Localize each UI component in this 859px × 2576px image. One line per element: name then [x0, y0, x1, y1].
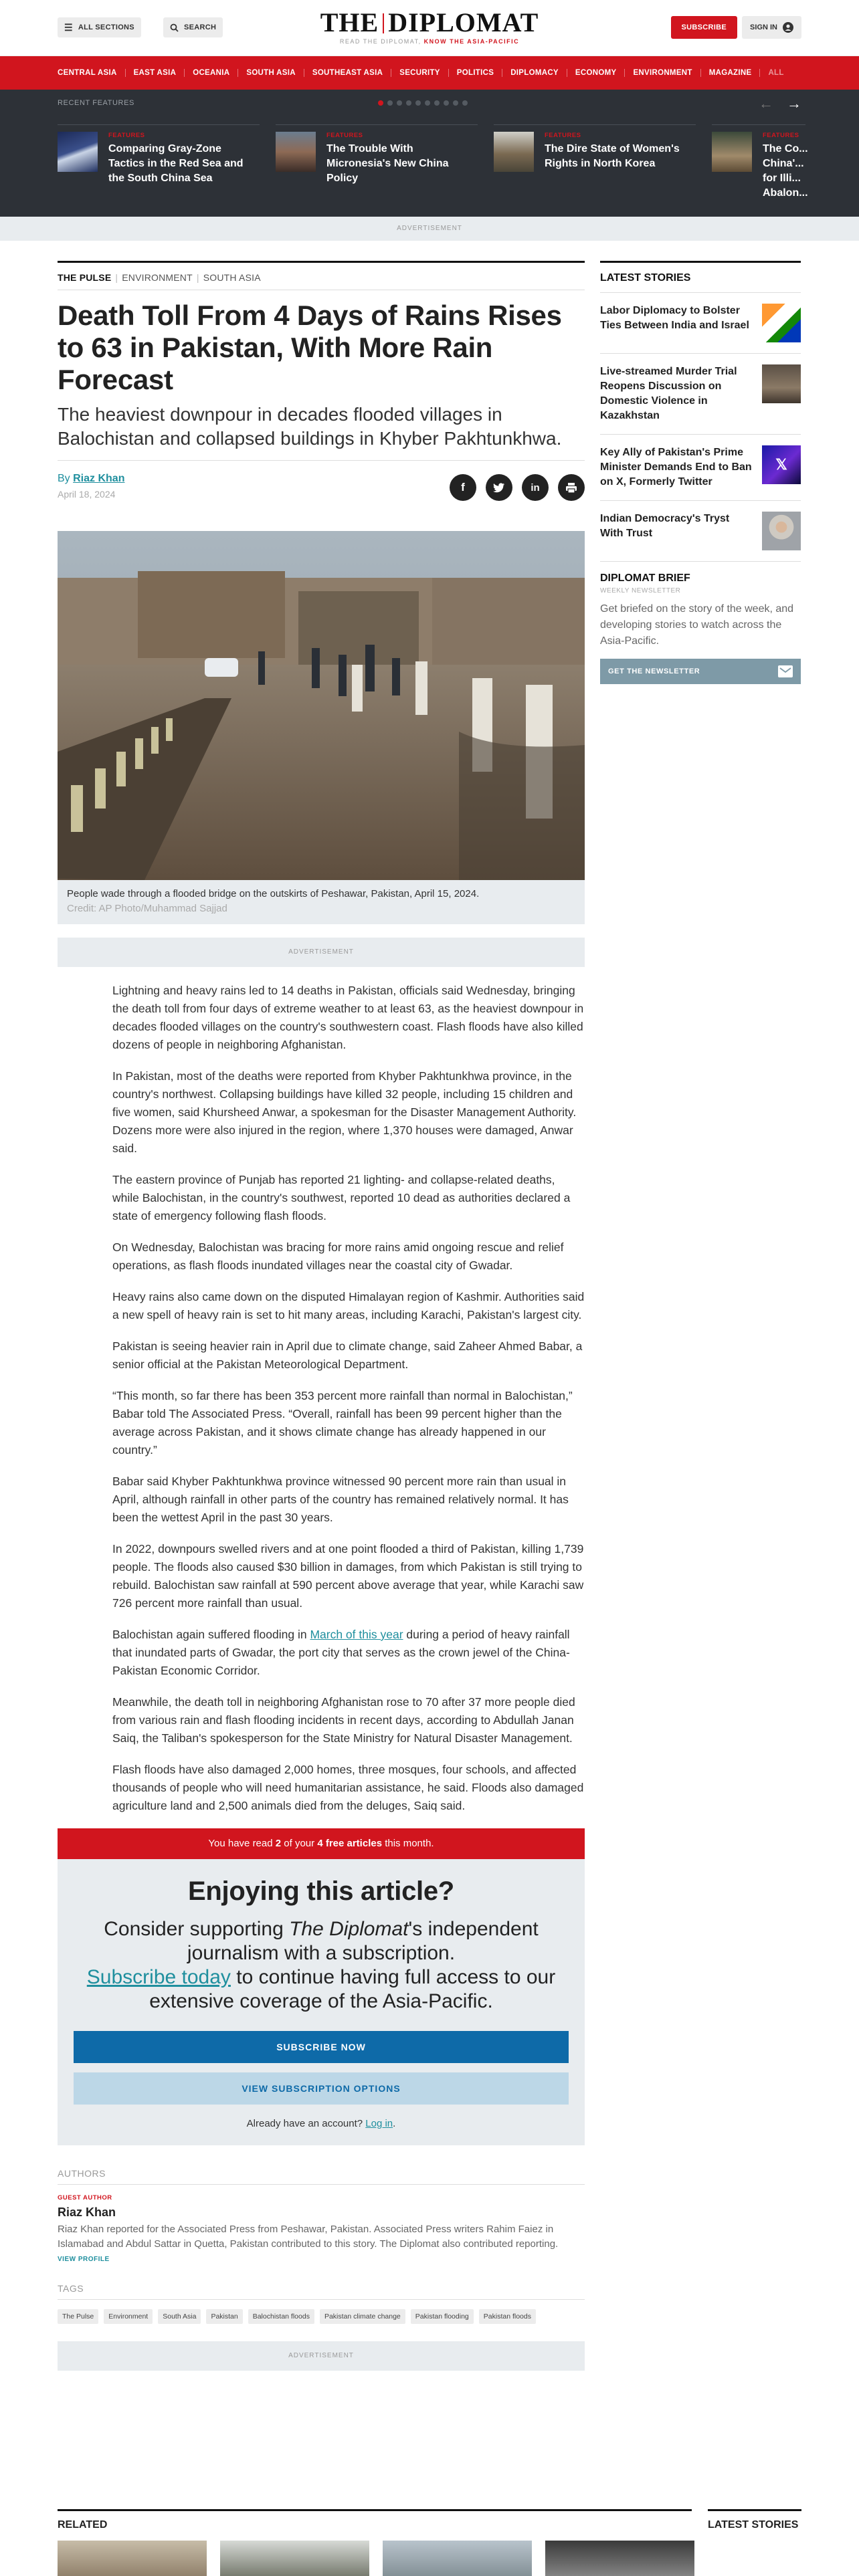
tag[interactable]: Pakistan: [206, 2309, 242, 2324]
nav-item-south-asia[interactable]: SOUTH ASIA: [238, 69, 304, 77]
nav-item-security[interactable]: SECURITY: [391, 69, 449, 77]
author-name[interactable]: Riaz Khan: [58, 2206, 116, 2219]
nav-item-magazine[interactable]: MAGAZINE: [701, 69, 761, 77]
carousel-dot[interactable]: [462, 100, 468, 106]
nav-item-east-asia[interactable]: EAST ASIA: [126, 69, 185, 77]
brief-heading: DIPLOMAT BRIEF: [600, 572, 690, 584]
get-newsletter-button[interactable]: GET THE NEWSLETTER: [600, 659, 801, 684]
carousel-dot[interactable]: [387, 100, 393, 106]
all-sections-button[interactable]: ☰ ALL SECTIONS: [58, 17, 141, 37]
brief-text: Get briefed on the story of the week, and developing stories to watch across the Asia-Pacific.: [600, 603, 794, 647]
publish-date: April 18, 2024: [58, 489, 116, 500]
paywall-heading: Enjoying this article?: [188, 1876, 454, 1906]
subscription-options-button[interactable]: VIEW SUBSCRIPTION OPTIONS: [74, 2072, 569, 2105]
story-thumbnail: [762, 304, 801, 342]
feature-thumbnail: [494, 132, 534, 172]
carousel-dot[interactable]: [378, 100, 383, 106]
feature-title: The Trouble With Micronesia's New China Policy: [326, 143, 449, 184]
site-header: [0, 0, 859, 56]
feature-title: The Dire State of Women's Rights in North Korea: [545, 143, 680, 169]
tag-list: [58, 2309, 585, 2324]
related-thumbnail[interactable]: [58, 2541, 207, 2576]
ad-banner: ADVERTISEMENT: [0, 217, 859, 241]
tag[interactable]: Environment: [104, 2309, 153, 2324]
tag[interactable]: The Pulse: [58, 2309, 98, 2324]
related-thumbnail[interactable]: [383, 2541, 532, 2576]
kicker-category[interactable]: ENVIRONMENT: [122, 272, 193, 283]
latest-story[interactable]: [600, 293, 801, 354]
recent-features-label: RECENT FEATURES: [58, 99, 134, 107]
article-paragraph: Flash floods have also damaged 2,000 homes, three mosques, four schools, and affected thousands of people who will need humanitarian assistance, he said. Floods also damaged agriculture land and 2,500 animals died from the deluges, Saiq said.: [112, 1763, 584, 1812]
mail-icon: [778, 665, 793, 677]
subscribe-button[interactable]: SUBSCRIBE: [671, 16, 738, 39]
article-paragraph: “This month, so far there has been 353 percent more rainfall than normal in Balochistan,” Babar told The Associated Press. “Overall, rainfall has been 99 percent higher than the average across Pakistan, and it shows climate change has already happened in our country.”: [112, 1389, 573, 1457]
carousel-dot[interactable]: [406, 100, 411, 106]
article-paragraph: Babar said Khyber Pakhtunkhwa province witnessed 90 percent more rain than usual in April, although rainfall in other parts of the country has remained relatively normal. It has been the wettest April in the past 30 years.: [112, 1475, 569, 1524]
flood-photo: [58, 531, 585, 880]
arrow-left-icon[interactable]: ←: [759, 95, 773, 112]
feature-card[interactable]: [58, 124, 260, 201]
article-subtitle: The heaviest downpour in decades flooded villages in Balochistan and collapsed buildings in Khyber Pakhtunkhwa.: [58, 404, 562, 449]
story-title: Indian Democracy's Tryst With Trust: [600, 513, 730, 539]
user-icon: [783, 22, 793, 33]
carousel-dot[interactable]: [397, 100, 402, 106]
menu-icon: ☰: [64, 21, 73, 33]
feature-card[interactable]: [276, 124, 478, 201]
twitter-icon[interactable]: [486, 474, 512, 501]
ad-slot: ADVERTISEMENT: [58, 2341, 585, 2371]
nav-item-all[interactable]: ALL: [768, 69, 784, 77]
author-role: GUEST AUTHOR: [58, 2194, 112, 2202]
tag[interactable]: Pakistan climate change: [320, 2309, 405, 2324]
article-meter: You have read 2 of your 4 free articles this month.: [58, 1828, 585, 1859]
nav-item-environment[interactable]: ENVIRONMENT: [625, 69, 700, 77]
logo-text-left: THE: [320, 7, 379, 37]
subscribe-today-link[interactable]: Subscribe today: [86, 1966, 231, 1988]
feature-category: FEATURES: [763, 132, 799, 139]
login-prompt: Already have an account? Log in.: [246, 2118, 396, 2129]
tag[interactable]: South Asia: [158, 2309, 201, 2324]
subscribe-now-button[interactable]: SUBSCRIBE NOW: [74, 2031, 569, 2063]
recent-features: [0, 90, 859, 217]
story-thumbnail: [762, 512, 801, 550]
nav-item-diplomacy[interactable]: DIPLOMACY: [502, 69, 567, 77]
arrow-right-icon[interactable]: →: [787, 95, 801, 112]
related-thumbnail[interactable]: [545, 2541, 694, 2576]
carousel-dot[interactable]: [453, 100, 458, 106]
related-thumbnail[interactable]: [220, 2541, 369, 2576]
nav-item-economy[interactable]: ECONOMY: [567, 69, 626, 77]
tag[interactable]: Balochistan floods: [248, 2309, 314, 2324]
feature-title: The Co... China'... for Illi... Abalon...: [763, 143, 808, 199]
article-paragraph: Pakistan is seeing heavier rain in April due to climate change, said Zaheer Ahmed Babar, a senior official at the Pakistan Meteorological Department.: [112, 1339, 583, 1371]
carousel-dot[interactable]: [444, 100, 449, 106]
feature-thumbnail: [276, 132, 316, 172]
march-link[interactable]: March of this year: [310, 1628, 403, 1641]
authors-heading: AUTHORS: [58, 2168, 585, 2185]
paywall-text: Consider supporting The Diplomat's independent journalism with a subscription. Subscribe today to continue having full access to our extensive coverage of the Asia-Pacific.: [86, 1918, 556, 2012]
tag[interactable]: Pakistan flooding: [411, 2309, 474, 2324]
article-title: Death Toll From 4 Days of Rains Rises to 63 in Pakistan, With More Rain Forecast: [58, 300, 562, 395]
carousel-dot[interactable]: [425, 100, 430, 106]
article-paragraph: Meanwhile, the death toll in neighboring Afghanistan rose to 70 after 37 more people died from various rain and flash flooding incidents in recent days, according to Abdullah Janan Saiq, the Taliban's spokesperson for the State Ministry for Natural Disaster Management.: [112, 1695, 575, 1745]
article-paragraph: Heavy rains also came down on the disputed Himalayan region of Kashmir. Authorities said a new spell of heavy rain is set to hit many areas, including Karachi, Pakistan's largest city.: [112, 1290, 585, 1321]
article-paragraph: In 2022, downpours swelled rivers and at one point flooded a third of Pakistan, killing 1,739 people. The floods also caused $30 billion in damages, from which Pakistan is still trying to rebuild. Balochistan saw rainfall at 590 percent above average that year, while Karachi saw 726 percent more rainfall than usual.: [112, 1542, 584, 1610]
story-thumbnail: 𝕏: [762, 445, 801, 484]
nav-item-southeast-asia[interactable]: SOUTHEAST ASIA: [304, 69, 391, 77]
paywall-box: [58, 1859, 585, 2145]
byline: By Riaz Khan: [58, 473, 125, 484]
brief-subheading: WEEKLY NEWSLETTER: [600, 587, 681, 595]
tags-heading: TAGS: [58, 2283, 585, 2300]
search-button[interactable]: SEARCH: [163, 17, 223, 37]
carousel-dot[interactable]: [415, 100, 421, 106]
logo-tagline: READ THE DIPLOMAT, KNOW THE ASIA-PACIFIC: [339, 38, 520, 45]
author-card: [58, 2185, 585, 2263]
main-nav: [0, 56, 859, 90]
latest-stories-heading: LATEST STORIES: [600, 263, 801, 293]
article-paragraph: On Wednesday, Balochistan was bracing for more rains amid ongoing rescue and relief operations, as flash floods inundated villages near the coastal city of Gwadar.: [112, 1241, 564, 1272]
tag[interactable]: Pakistan floods: [479, 2309, 536, 2324]
feature-category: FEATURES: [108, 132, 145, 139]
carousel-dot[interactable]: [434, 100, 440, 106]
hero-image: [58, 531, 585, 880]
sign-in-button[interactable]: SIGN IN: [742, 16, 801, 39]
view-profile-link[interactable]: VIEW PROFILE: [58, 2256, 110, 2263]
story-title: Live-streamed Murder Trial Reopens Discussion on Domestic Violence in Kazakhstan: [600, 366, 737, 421]
related-heading: RELATED: [58, 2519, 108, 2531]
latest-story[interactable]: [600, 354, 801, 435]
related-thumbnails: [58, 2541, 801, 2576]
feature-thumbnail: [58, 132, 98, 172]
article: [58, 261, 585, 2371]
article-paragraph: The eastern province of Punjab has reported 21 lighting- and collapse-related deaths, while Balochistan, in the country's southwest, reported 10 dead as authorities declared a state of emergency following flash floods.: [112, 1173, 571, 1222]
feature-title: Comparing Gray-Zone Tactics in the Red Sea and the South China Sea: [108, 143, 244, 184]
author-link[interactable]: Riaz Khan: [73, 473, 125, 484]
feature-category: FEATURES: [545, 132, 581, 139]
print-icon[interactable]: [558, 474, 585, 501]
kicker-pub[interactable]: THE PULSE: [58, 272, 112, 283]
article-body: [58, 982, 585, 1815]
story-thumbnail: [762, 364, 801, 403]
sidebar: [600, 261, 801, 684]
login-link[interactable]: Log in: [365, 2118, 393, 2129]
related-section: [58, 2509, 801, 2576]
carousel-dots: [378, 100, 468, 106]
ad-slot: ADVERTISEMENT: [58, 938, 585, 967]
nav-item-central-asia[interactable]: CENTRAL ASIA: [58, 69, 126, 77]
kicker-category[interactable]: SOUTH ASIA: [203, 272, 261, 283]
image-caption: [58, 880, 585, 924]
nav-item-politics[interactable]: POLITICS: [449, 69, 502, 77]
feature-card[interactable]: [712, 124, 808, 201]
image-credit: Credit: AP Photo/Muhammad Sajjad: [67, 903, 227, 914]
linkedin-icon[interactable]: in: [522, 474, 549, 501]
feature-card[interactable]: [494, 124, 696, 201]
article-paragraph: Lightning and heavy rains led to 14 deaths in Pakistan, officials said Wednesday, bringing the death toll from four days of extreme weather to at least 63, as the heaviest downpour in decades flooded villages on the country's southwestern coast. Flash floods have also killed dozens of people in neighboring Afghanistan.: [112, 984, 584, 1051]
feature-category: FEATURES: [326, 132, 363, 139]
latest-story[interactable]: [600, 435, 801, 501]
article-paragraph: In Pakistan, most of the deaths were reported from Khyber Pakhtunkhwa province, in the country's northwest. Collapsing buildings have killed 32 people, including 15 children and five women, said Khursheed Anwar, a spokesman for the Disaster Management Authority. Dozens more were also injured in the region, where 1,370 houses were damaged, Anwar said.: [112, 1069, 577, 1155]
logo-text-right: DIPLOMAT: [388, 7, 539, 37]
article-paragraph: Balochistan again suffered flooding in March of this year during a period of heavy rainfall that inundated parts of Gwadar, the port city that serves as the crown jewel of the China-Pakistan Economic Corridor.: [112, 1628, 570, 1677]
latest-story[interactable]: [600, 501, 801, 562]
story-title: Labor Diplomacy to Bolster Ties Between India and Israel: [600, 305, 749, 331]
caption-text: People wade through a flooded bridge on the outskirts of Peshawar, Pakistan, April 15, 2024.: [67, 888, 480, 899]
article-kicker: THE PULSE | ENVIRONMENT | SOUTH ASIA: [58, 272, 261, 283]
nav-item-oceania[interactable]: OCEANIA: [185, 69, 238, 77]
feature-thumbnail: [712, 132, 752, 172]
share-buttons: [450, 474, 585, 501]
story-title: Key Ally of Pakistan's Prime Minister Demands End to Ban on X, Formerly Twitter: [600, 447, 752, 488]
related-latest-heading: LATEST STORIES: [708, 2519, 799, 2531]
facebook-icon[interactable]: f: [450, 474, 476, 501]
author-bio: Riaz Khan reported for the Associated Press from Peshawar, Pakistan. Associated Press writers Rahim Faiez in Islamabad and Abdul Sattar in Quetta, Pakistan contributed to this story. The Diplomat also contributed reporting.: [58, 2224, 559, 2250]
